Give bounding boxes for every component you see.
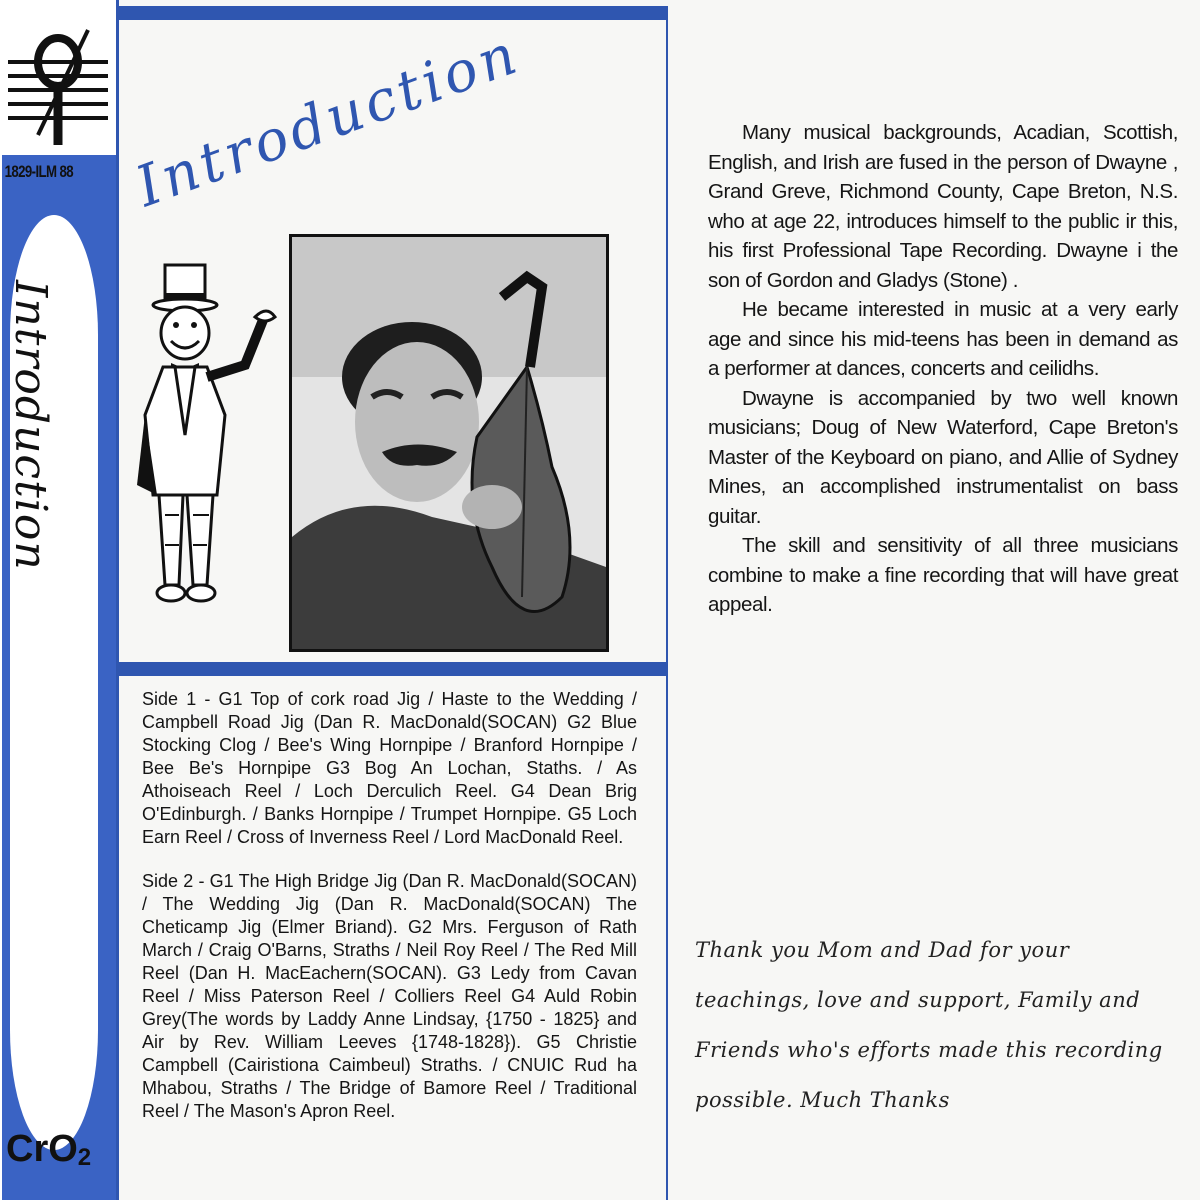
side-1-tracks: Side 1 - G1 Top of cork road Jig / Haste to the Wedding / Campbell Road Jig (Dan R. MacDonald(SOCAN) G2 Blue Stocking Clog / Bee's Wing Hornpipe / Branford Hornpipe / Bee Be's Hornpipe G3 Bog An Lochan, Staths. / As Athoiseach Reel / Loch Derculich Reel. G4 Dean Brig O'Edinburgh. / Banks Hornpipe / Trumpet Hornpipe. G5 Loch Earn Reel / Cross of Inverness Reel / Lord MacDonald Reel. — [142, 689, 637, 847]
tape-type-main: CrO — [6, 1128, 78, 1170]
tape-type-label — [6, 1128, 91, 1172]
panel-heading: Introduction — [127, 21, 529, 221]
panel-divider — [666, 6, 668, 1200]
liner-paragraph-4: The skill and sensitivity of all three musicians combine to make a fine recording that will have great appeal. — [708, 534, 1178, 616]
liner-paragraph-2: He became interested in music at a very early age and since his mid-teens has been in demand as a performer at dances, concerts and ceilidhs. — [708, 298, 1178, 380]
spine-title: Introduction — [5, 280, 56, 571]
top-hat-conductor-cartoon-icon — [135, 255, 285, 615]
top-blue-bar — [116, 6, 666, 20]
track-list — [142, 688, 637, 1144]
tape-type-sub: 2 — [77, 1144, 92, 1171]
middle-blue-bar — [116, 662, 666, 676]
cassette-spine — [0, 0, 119, 1200]
musician-photo — [289, 234, 609, 652]
side-2-tracks: Side 2 - G1 The High Bridge Jig (Dan R. MacDonald(SOCAN) / The Wedding Jig (Dan R. MacDonald(SOCAN) The Cheticamp Jig (Elmer Briand). G2 Mrs. Ferguson of Rath March / Craig O'Barns, Straths / Neil Roy Reel / The Red Mill Reel (Dan H. MacEachern(SOCAN). G3 Ledy from Cavan Reel / Miss Paterson Reel / Colliers Reel G4 Auld Robin Grey(The words by Laddy Anne Lindsay, {1750 - 1825} and Air by Rev. William Leeves {1748-1828}). G5 Christie Campbell (Cairistiona Caimbeul) Straths. / CNUIC Rud ha Mhabou, Straths / The Bridge of Bamore Reel / Traditional Reel / The Mason's Apron Reel. — [142, 871, 637, 1121]
liner-notes — [708, 118, 1178, 620]
catalog-code: 1829-ILM 88 — [4, 162, 74, 181]
liner-paragraph-1: Many musical backgrounds, Acadian, Scottish, English, and Irish are fused in the person of Dwayne , Grand Greve, Richmond County, Cape Breton, N.S. who at age 22, introduces himself to the public ir this, his first Professional Tape Recording. Dwayne i the son of Gordon and Gladys (Stone) . — [708, 121, 1178, 292]
man-with-fiddle-photo-icon — [292, 237, 606, 649]
music-note-staff-logo-icon — [8, 10, 108, 150]
thank-you-note: Thank you Mom and Dad for your teachings, love and support, Family and Friends who's efforts made this recording possible. Much Thanks — [695, 938, 1163, 1112]
liner-paragraph-3: Dwayne is accompanied by two well known musicians; Doug of New Waterford, Cape Breton's Master of the Keyboard on piano, and Allie of Sydney Mines, an accomplished instrumentalist on bass guitar. — [708, 386, 1178, 528]
